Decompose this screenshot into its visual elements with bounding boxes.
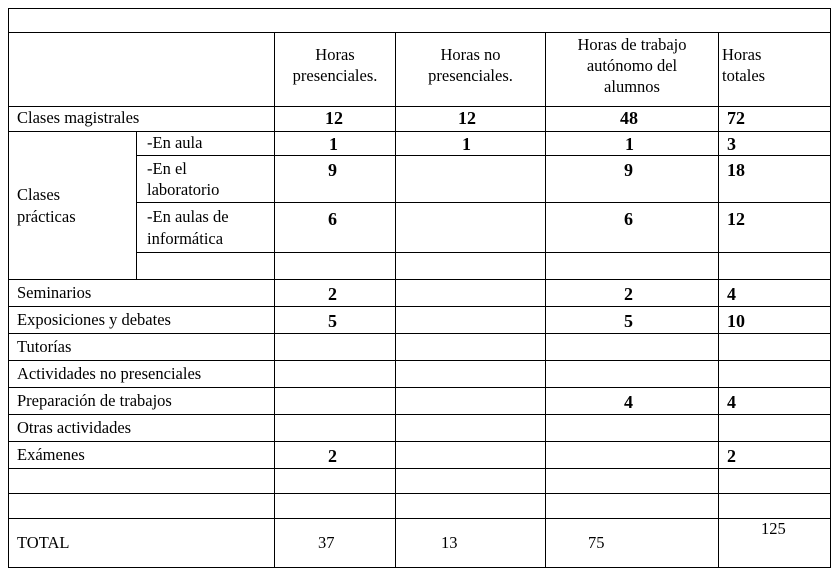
- cell-autonomo: 9: [624, 160, 633, 180]
- cell-total-presenciales: 37: [318, 533, 335, 552]
- cell-presenciales: 1: [329, 134, 338, 154]
- row-divider: [8, 518, 831, 519]
- header-line: Horas no: [440, 45, 501, 64]
- cell-presenciales: 12: [325, 108, 343, 128]
- column-divider: [136, 131, 137, 280]
- cell-autonomo: 1: [625, 134, 634, 154]
- header-line: presenciales.: [292, 66, 378, 85]
- cell-no-presenciales: 1: [462, 134, 471, 154]
- row-label-actividades-no-presenciales: Actividades no presenciales: [17, 364, 202, 383]
- row-label-en-aula: -En aula: [147, 133, 203, 152]
- row-label-seminarios: Seminarios: [17, 283, 92, 302]
- group-label-line: prácticas: [17, 207, 76, 226]
- row-divider: [8, 333, 831, 334]
- header-line: alumnos: [604, 77, 660, 96]
- row-divider: [8, 131, 831, 132]
- row-label-line: informática: [147, 229, 224, 248]
- column-divider: [274, 32, 275, 568]
- row-divider: [8, 493, 831, 494]
- row-label-otras-actividades: Otras actividades: [17, 418, 132, 437]
- cell-totales: 4: [727, 392, 736, 412]
- row-label-clases-magistrales: Clases magistrales: [17, 108, 140, 127]
- row-label-line: laboratorio: [147, 180, 220, 199]
- cell-presenciales: 2: [328, 446, 337, 466]
- cell-total-autonomo: 75: [588, 533, 605, 552]
- row-divider: [136, 252, 831, 253]
- row-divider: [8, 106, 831, 107]
- cell-autonomo: 2: [624, 284, 633, 304]
- table-border-bottom: [8, 567, 831, 568]
- row-label-line: -En el: [147, 159, 187, 178]
- cell-autonomo: 4: [624, 392, 633, 412]
- row-label-tutorias: Tutorías: [17, 337, 72, 356]
- column-divider: [718, 32, 719, 568]
- row-divider: [8, 279, 831, 280]
- row-divider: [8, 414, 831, 415]
- cell-totales: 10: [727, 311, 745, 331]
- row-label-examenes: Exámenes: [17, 445, 85, 464]
- row-divider: [8, 468, 831, 469]
- cell-total-no-presenciales: 13: [441, 533, 458, 552]
- header-line: totales: [722, 66, 766, 85]
- row-divider: [8, 32, 831, 33]
- cell-autonomo: 48: [620, 108, 638, 128]
- header-horas-totales: [722, 44, 765, 86]
- row-label-preparacion-trabajos: Preparación de trabajos: [17, 391, 172, 410]
- cell-totales: 18: [727, 160, 745, 180]
- row-divider: [8, 441, 831, 442]
- cell-presenciales: 2: [328, 284, 337, 304]
- table-border-left: [8, 8, 9, 568]
- table-border-right: [830, 8, 831, 568]
- cell-totales: 12: [727, 209, 745, 229]
- row-group-label-clases-practicas: [17, 184, 76, 228]
- column-divider: [545, 32, 546, 568]
- row-label-exposiciones: Exposiciones y debates: [17, 310, 171, 329]
- cell-autonomo: 6: [624, 209, 633, 229]
- row-label-en-aulas-informatica: [147, 206, 229, 250]
- column-divider: [395, 32, 396, 568]
- row-label-line: -En aulas de: [147, 207, 229, 226]
- cell-totales: 72: [727, 108, 745, 128]
- header-line: presenciales.: [428, 66, 513, 85]
- cell-autonomo: 5: [624, 311, 633, 331]
- header-horas-presenciales: [275, 44, 395, 86]
- cell-totales: 2: [727, 446, 736, 466]
- header-horas-no-presenciales: [396, 44, 545, 86]
- header-line: Horas: [722, 45, 762, 64]
- cell-no-presenciales: 12: [458, 108, 476, 128]
- row-label-en-laboratorio: [147, 158, 219, 200]
- row-divider: [136, 202, 831, 203]
- row-divider: [8, 387, 831, 388]
- cell-totales: 4: [727, 284, 736, 304]
- cell-totales: 3: [727, 134, 736, 154]
- row-divider: [136, 155, 831, 156]
- row-label-total: TOTAL: [17, 533, 70, 552]
- cell-presenciales: 5: [328, 311, 337, 331]
- row-divider: [8, 306, 831, 307]
- header-line: autónomo del: [586, 56, 678, 75]
- cell-presenciales: 9: [328, 160, 337, 180]
- header-horas-trabajo-autonomo: [546, 34, 718, 97]
- header-line: Horas: [315, 45, 355, 64]
- row-divider: [8, 360, 831, 361]
- group-label-line: Clases: [17, 185, 61, 204]
- cell-presenciales: 6: [328, 209, 337, 229]
- header-line: Horas de trabajo: [577, 35, 687, 54]
- cell-total-totales: 125: [761, 519, 786, 538]
- table-border-top: [8, 8, 831, 9]
